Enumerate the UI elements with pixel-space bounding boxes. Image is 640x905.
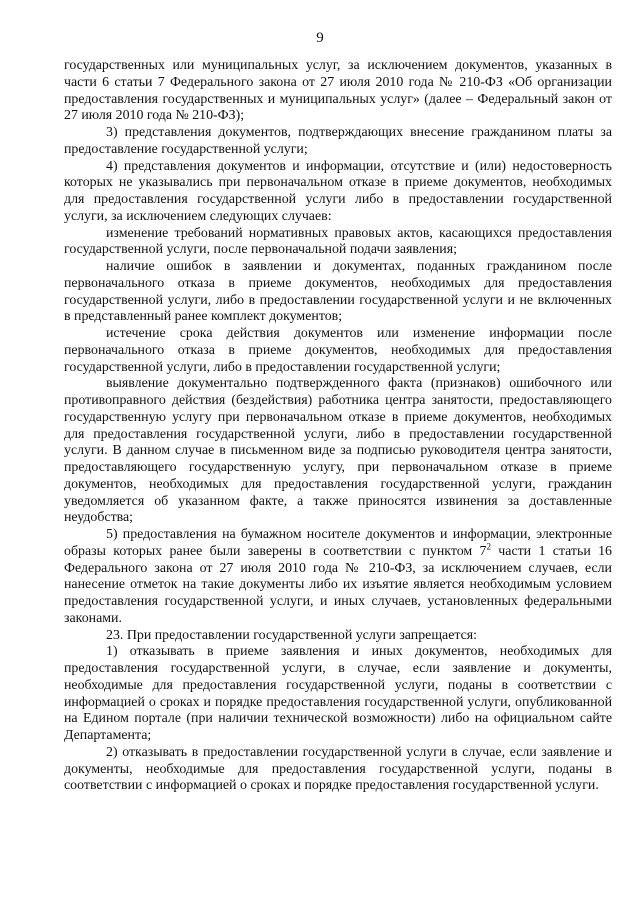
paragraph-continuation: государственных или муниципальных услуг, за исключением документов, указанных в части 6 статьи 7 Федерального закона от 27 июля 2010 года № 210-ФЗ «Об организации предоставления государственных и муниципальных услуг» (далее – Федеральный закон от 27 июля 2010 года № 210-ФЗ); [64,58,612,124]
paragraph-item-4: 4) представления документов и информации, отсутствие и (или) недостоверность которых не указывались при первоначальном отказе в приеме документов, необходимых для предоставления государственной услуги либо в предоставлении государственной услуги, за исключением следующих случаев: [64,158,612,224]
paragraph-exception-employee-error: выявление документально подтвержденного факта (признаков) ошибочного или противоправного действия (бездействия) работника центра занятости, предоставляющего государственную услугу при первоначальном отказе в приеме документов, необходимых для предоставления государственной услуги, либо в предоставлении государственной услуги. В данном случае в письменном виде за подписью руководителя центра занятости, предоставляющего государственную услугу, при первоначальном отказе в приеме документов, необходимых для предоставления государственной услуги, гражданин уведомляется об указанном факте, а также приносятся извинения за доставленные неудобства; [64,376,612,526]
document-body [64,58,612,795]
paragraph-item-3: 3) представления документов, подтверждающих внесение гражданином платы за предоставление государственной услуги; [64,125,612,157]
paragraph-item-5-text: 5) предоставления на бумажном носителе документов и информации, электронные образы которых ранее были заверены в соответствии с пунктом 7 [64,527,612,559]
paragraph-item-5-text-after: части 1 статьи 16 Федерального закона от 27 июля 2010 года № 210-ФЗ, за исключением случаев, если нанесение отметок на такие документы либо их изъятие является необходимым условием предоставления государственной услуги, и иных случаев, установленных федеральными законами. [64,543,612,626]
paragraph-exception-expiry: истечение срока действия документов или изменение информации после первоначального отказа в приеме документов, необходимых для предоставления государственной услуги, либо в предоставлении государственной услуги; [64,326,612,375]
paragraph-prohibition-1: 1) отказывать в приеме заявления и иных документов, необходимых для предоставления государственной услуги, в случае, если заявление и документы, необходимые для предоставления государственной услуги, поданы в соответствии с информацией о сроках и порядке предоставления государственной услуги, опубликованной на Едином портале (при наличии технической возможности) либо на официальном сайте Департамента; [64,644,612,743]
paragraph-prohibition-2: 2) отказывать в предоставлении государственной услуги в случае, если заявление и документы, необходимые для предоставления государственной услуги, поданы в соответствии с информацией о сроках и порядке предоставления государственной услуги. [64,744,612,794]
superscript-marker: 2 [486,541,491,552]
paragraph-exception-errors: наличие ошибок в заявлении и документах, поданных гражданином после первоначального отказа в приеме документов, необходимых для предоставления государственной услуги, либо в предоставлении государственной услуги и не включенных в представленный ранее комплект документов; [64,259,612,325]
paragraph-item-5 [64,527,612,628]
page-number: 9 [316,30,324,46]
paragraph-exception-regulation-change: изменение требований нормативных правовых актов, касающихся предоставления государственной услуги, после первоначальной подачи заявления; [64,225,612,258]
paragraph-section-23: 23. При предоставлении государственной услуги запрещается: [106,627,478,643]
